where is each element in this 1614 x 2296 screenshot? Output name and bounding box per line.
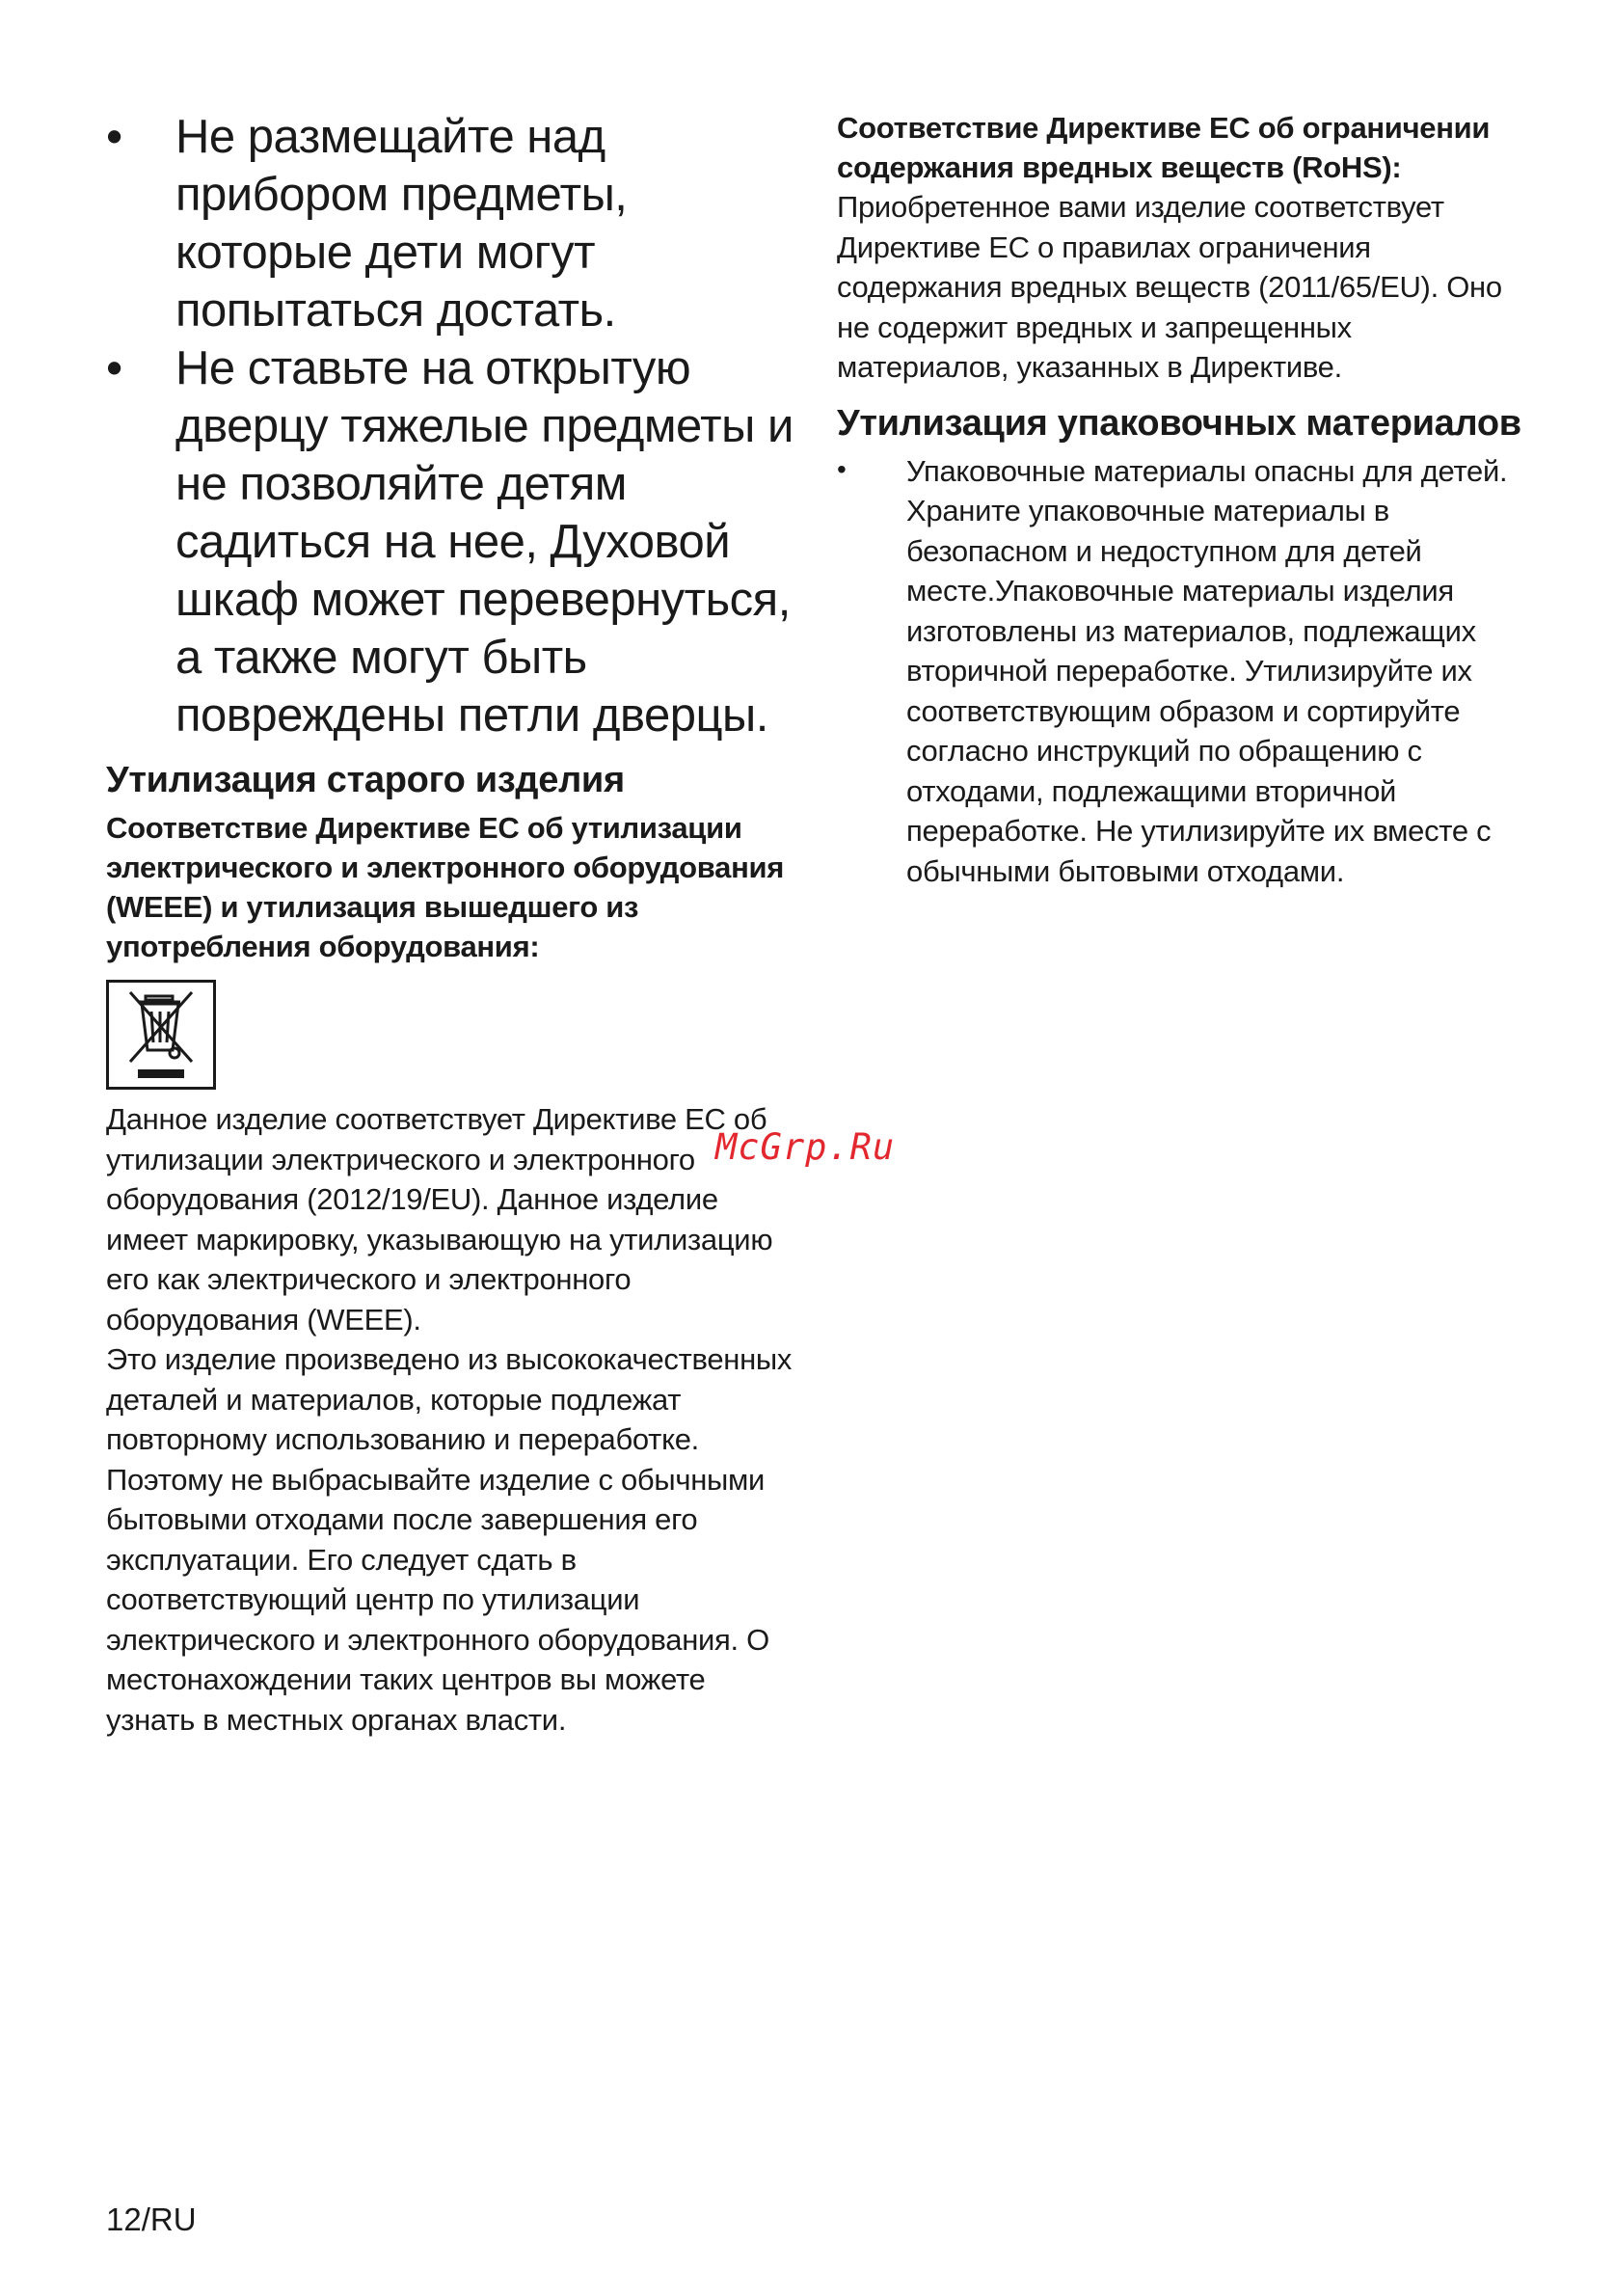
weee-symbol bbox=[106, 980, 216, 1090]
section-title-old-product-disposal: Утилизация старого изделия bbox=[106, 760, 625, 800]
bullet-text: Не размещайте над прибором предметы, которые дети могут попытаться достать. bbox=[175, 111, 628, 337]
rohs-paragraph: Приобретенное вами изделие соответствует Директиве ЕС о правилах ограничения содержания вредных веществ (2011/65/EU). Оно не содержит вредных и запрещенных материалов, указанных в Директиве. bbox=[837, 190, 1502, 384]
packaging-bullet-list bbox=[837, 451, 1531, 892]
bullet-symbol: • bbox=[106, 342, 122, 394]
safety-bullet-list bbox=[106, 108, 800, 744]
weee-paragraph-1: Данное изделие соответствует Директиве ЕС об утилизации электрического и электронного оборудования (2012/19/EU). Данное изделие имеет маркировку, указывающую на утилизацию его как электрического и электронного оборудования (WEEE). bbox=[106, 1102, 773, 1337]
site-watermark: McGrp.Ru bbox=[715, 1126, 896, 1168]
left-column bbox=[106, 108, 800, 1740]
bullet-symbol: • bbox=[106, 111, 122, 163]
section-title-packaging-disposal: Утилизация упаковочных материалов bbox=[837, 402, 1521, 444]
crossed-out-wheelie-bin-icon bbox=[109, 983, 213, 1087]
list-item bbox=[106, 108, 800, 339]
list-item bbox=[837, 451, 1531, 892]
bullet-text: Не ставьте на открытую дверцу тяжелые предметы и не позволяйте детям садиться на нее, Духовой шкаф может перевернуться, а также могут быть повреждены петли дверцы. bbox=[175, 342, 794, 742]
right-column bbox=[837, 108, 1531, 891]
rohs-heading: Соответствие Директиве ЕС об ограничении содержания вредных веществ (RoHS): bbox=[837, 111, 1491, 184]
weee-heading: Соответствие Директиве ЕС об утилизации электрического и электронного оборудования (WEEE) и утилизация вышедшего из употребления оборудования: bbox=[106, 811, 785, 963]
bullet-text: Упаковочные материалы опасны для детей. Храните упаковочные материалы в безопасном и недоступном для детей месте.Упаковочные материалы изделия изготовлены из материалов, подлежащих вторичной переработке. Утилизируйте их соответствующим образом и сортируйте согласно инструкций по обращению с отходами, подлежащими вторичной переработке. Не утилизируйте их вместе с обычными бытовыми отходами. bbox=[906, 453, 1508, 888]
page-number: 12/RU bbox=[106, 2201, 197, 2237]
weee-paragraph-2: Это изделие произведено из высококачественных деталей и материалов, которые подлежат повторному использованию и переработке. Поэтому не выбрасывайте изделие с обычными бытовыми отходами после завершения его эксплуатации. Его следует сдать в соответствующий центр по утилизации электрического и электронного оборудования. О местонахождении таких центров вы можете узнать в местных органах власти. bbox=[106, 1342, 793, 1737]
list-item bbox=[106, 339, 800, 744]
bullet-symbol: • bbox=[837, 453, 847, 484]
